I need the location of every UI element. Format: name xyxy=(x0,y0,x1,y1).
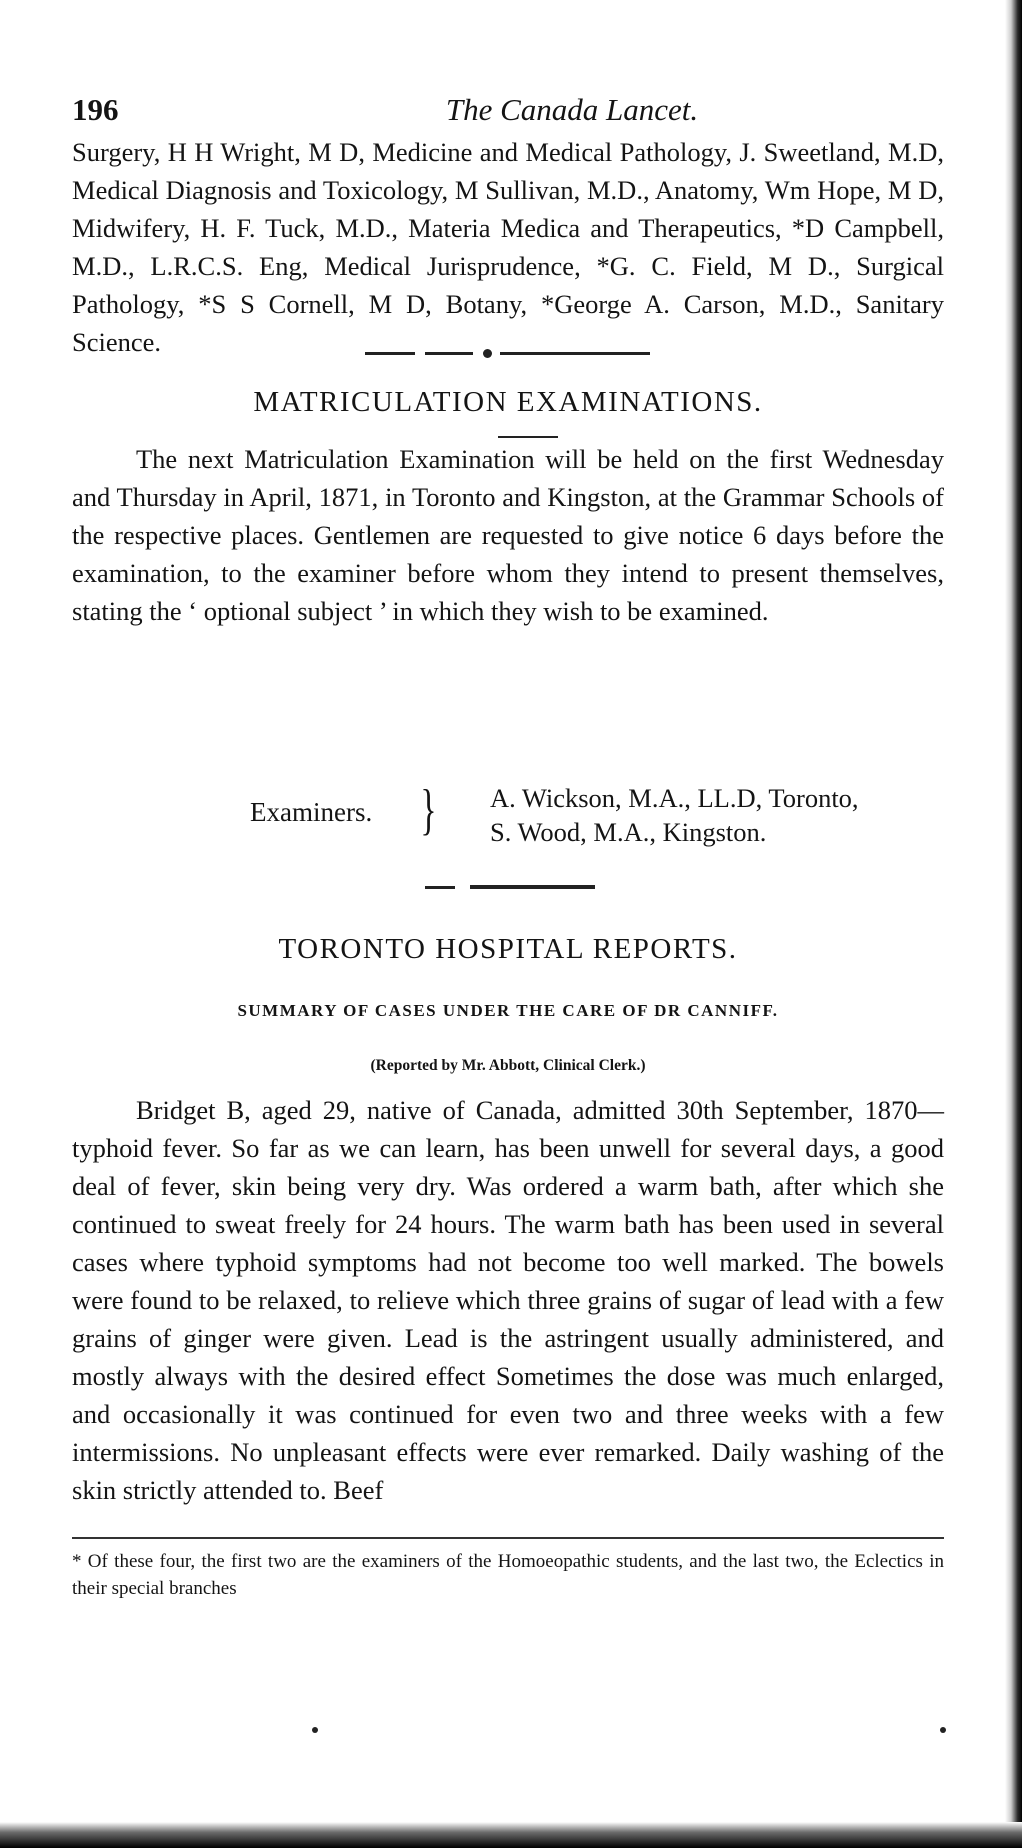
examiner-entry: A. Wickson, M.A., LL.D, Toronto, xyxy=(490,783,859,813)
matriculation-paragraph: The next Matriculation Examination will be held on the first Wednesday and Thursday in April, 1871, in Toronto and Kingston, at the Grammar Schools of the respective places. Gentlemen are requested to give notice 6 days before the examination, to the examiner before whom they intend to present themselves, stating the ‘ optional subject ’ in which they wish to be examined. xyxy=(72,444,944,626)
examiner-entry: S. Wood, M.A., Kingston. xyxy=(490,817,767,847)
scan-speck xyxy=(940,1727,946,1733)
hospital-heading: TORONTO HOSPITAL REPORTS. xyxy=(278,933,738,965)
scan-edge-shadow xyxy=(1005,0,1022,1848)
footnote-rule xyxy=(72,1537,944,1539)
running-head: The Canada Lancet. xyxy=(445,92,699,127)
separator-rule xyxy=(365,352,415,355)
faculty-paragraph: Surgery, H H Wright, M D, Medicine and Medical Pathology, J. Sweetland, M.D, Medical Diagnosis and Toxicology, M Sullivan, M.D., Anatomy, Wm Hope, M D, Midwifery, H. F. Tuck, M.D., Materia Medica and Therapeutics, *D Campbell, M.D., L.R.C.S. Eng, Medical Jurisprudence, *G. C. Field, M D., Surgical Pathology, *S S Cornell, M D, Botany, *George A. Carson, M.D., Sanitary Science. xyxy=(72,137,944,357)
reported-by: (Reported by Mr. Abbott, Clinical Clerk.) xyxy=(370,1057,646,1074)
examiners-label: Examiners. xyxy=(250,797,373,827)
case-report-paragraph: Bridget B, aged 29, native of Canada, admitted 30th September, 1870—typhoid fever. So far as we can learn, has been unwell for several days, a good deal of fever, skin being very dry. Was ordered a warm bath, after which she continued to sweat freely for 24 hours. The warm bath has been used in several cases where typhoid symptoms had not become too well marked. The bowels were found to be relaxed, to relieve which three grains of sugar of lead with a few grains of ginger were given. Lead is the astringent usually administered, and mostly always with the desired effect Sometimes the dose was much enlarged, and occasionally it was continued for even two and three weeks with a few intermissions. No unpleasant effects were ever remarked. Daily washing of the skin strictly attended to. Beef xyxy=(72,1095,944,1505)
page-number: 196 xyxy=(72,92,119,127)
heading-underline xyxy=(498,436,558,438)
brace-glyph: } xyxy=(420,779,437,841)
separator-rule xyxy=(500,352,650,355)
matriculation-heading: MATRICULATION EXAMINATIONS. xyxy=(253,386,763,418)
separator-rule xyxy=(425,352,473,355)
page-header xyxy=(72,92,942,132)
footnote: * Of these four, the first two are the examiners of the Homoeopathic students, and the last two, the Eclectics in their special branches xyxy=(72,1551,944,1599)
hospital-subheading: SUMMARY OF CASES UNDER THE CARE OF DR CANNIFF. xyxy=(237,1001,779,1020)
separator-rule xyxy=(470,885,595,889)
scan-speck xyxy=(312,1727,318,1733)
separator-rule xyxy=(425,886,455,889)
separator-dot xyxy=(483,349,492,358)
scan-edge-shadow xyxy=(0,1822,1022,1848)
